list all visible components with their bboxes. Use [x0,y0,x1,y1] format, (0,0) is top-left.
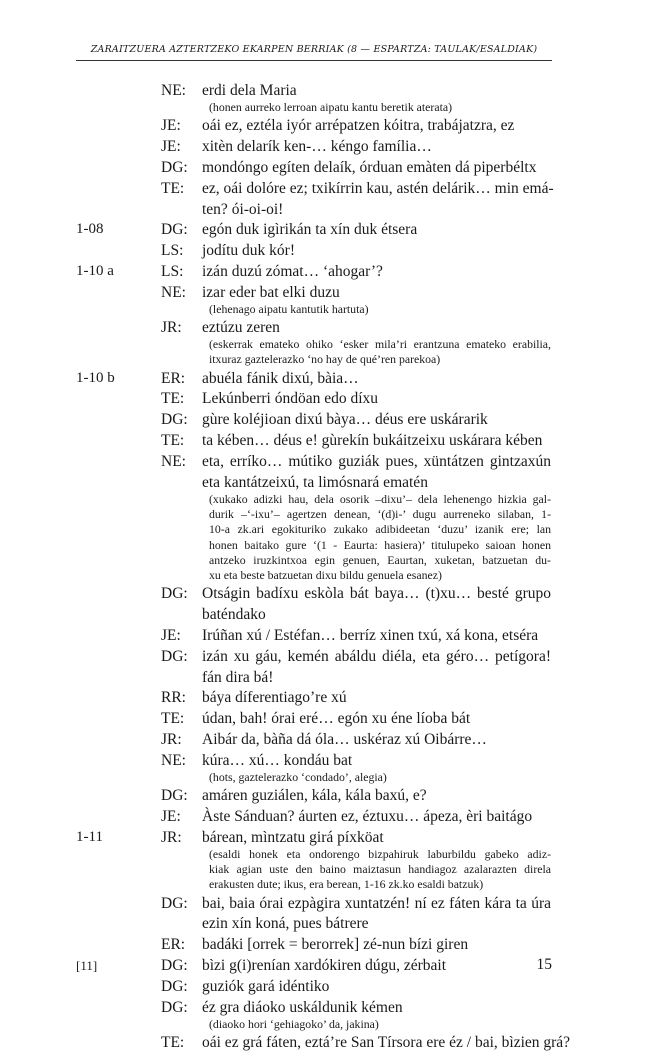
utterance-text: xitèn delarík ken-… kéngo família… [202,138,432,156]
utterance-text: bìzi g(i)renían xardókiren dúgu, zérbait [202,957,447,974]
speaker-label: LS: [161,242,184,260]
editorial-note: xu eta beste batzuetan dixu bildu genuela esanez) [209,568,442,583]
dialogue-line [0,669,645,689]
utterance-text: izar eder bat elki duzu [202,283,340,301]
speaker-label: JR: [161,731,182,748]
utterance-text: amáren guziálen, kála, kála baxú, e? [202,787,427,805]
utterance-text: badáki [orrek = berorrek] zé-nun bízi giren [202,936,469,954]
utterance-text: ez, oái dolóre ez; txikírrin kau, astén delárik… min emá- [202,179,554,197]
editorial-note: (eskerrak emateko ohiko ‘esker mila’ri erantzuna emateko erabilia, [209,337,551,351]
dialogue-line [0,731,645,751]
editorial-note: antzeko iruzkintxoa egin genuen, Eaurtan, xuketan, batzuetan du- [209,552,551,567]
utterance-text: jodítu duk kór! [202,242,295,260]
example-reference: 1-08 [76,221,104,238]
editorial-note: (lehenago aipatu kantutik hartuta) [209,301,369,316]
utterance-text: ten? ói-oi-oi! [202,200,284,218]
dialogue-line [0,411,645,431]
speaker-label: JE: [161,138,181,156]
utterance-text: údan, bah! órai eré… egón xu éne líoba bát [202,710,471,728]
utterance-text: eta kantátzeixú, ta limósnará ematén [202,473,428,491]
dialogue-line [0,221,645,241]
speaker-label: DG: [161,585,188,603]
speaker-label: DG: [161,957,188,974]
editorial-note: (diaoko hori ‘gehiagoko’ da, jakina) [209,1016,379,1031]
dialogue-line [0,82,645,102]
utterance-text: erdi dela Maria [202,82,297,99]
example-reference: 1-11 [76,828,103,845]
example-reference: 1-10 a [76,262,114,279]
utterance-text: oái ez grá fáten, eztá’re San Tírsora ere éz / bai, bìzien grá? [202,1033,571,1051]
example-reference: 1-10 b [76,369,115,386]
utterance-text: guziók gará idéntiko [202,977,330,995]
dialogue-line [0,936,645,956]
speaker-label: JE: [161,627,181,644]
utterance-text: Aibár da, bàña dá óla… uskéraz xú Oibárre… [202,731,487,748]
speaker-label: DG: [161,221,188,239]
speaker-label: JE: [161,117,181,135]
speaker-label: TE: [161,390,185,408]
dialogue-line [0,808,645,828]
utterance-text: éz gra diáoko uskáldunik kémen [202,998,403,1016]
utterance-text: Àste Sánduan? áurten ez, éztuxu… ápeza, èri baitágo [202,807,533,825]
utterance-text: kúra… xú… kondáu bat [202,751,353,769]
dialogue-line [0,606,645,626]
dialogue-line [0,752,645,772]
editorial-note: itxuraz gaztelerazko ‘no hay de qué’ren parekoa) [209,352,441,367]
editorial-note: 10-a zk.ari egokituriko zukako adibideetan ‘duzu’ izanik ere; lan [209,522,551,537]
dialogue-line [0,585,645,605]
dialogue-line [0,627,645,647]
utterance-text: ta kében… déus e! gùrekín bukáitzeixu uskárara kében [202,432,543,449]
speaker-label: TE: [161,1033,185,1051]
dialogue-line [0,915,645,935]
utterance-text: Lekúnberri óndöan edo díxu [202,390,379,408]
dialogue-line [0,370,645,390]
dialogue-line [0,978,645,998]
speaker-label: JR: [161,828,182,846]
utterance-text: mondóngo egíten delaík, órduan emàten dá piperbéltx [202,158,537,176]
editorial-note: (hots, gaztelerazko ‘condado’, alegia) [209,769,387,784]
utterance-text: izán duzú zómat… ‘ahogar’? [202,262,383,280]
utterance-text: eta, erríko… mútiko guziák pues, xüntátzen gintzaxún [202,452,551,470]
utterance-text: abuéla fánik dixú, bàia… [202,369,359,387]
speaker-label: JR: [161,319,182,336]
utterance-text: eztúzu zeren [202,319,280,336]
speaker-label: DG: [161,158,188,176]
editorial-note: honen baitako gure ‘(1 - Eaurta: hasiera)’ titulupeko saioan honen [209,537,551,552]
page-number: 15 [536,956,552,973]
editorial-note: erakusten dute; ikus, era berean, 1-16 zk.ko esaldi batzuk) [209,877,484,892]
speaker-label: DG: [161,647,188,665]
speaker-label: DG: [161,894,188,912]
dialogue-line [0,787,645,807]
speaker-label: JE: [161,807,181,825]
speaker-label: NE: [161,82,186,99]
running-head: ZARAITZUERA AZTERTZEKO EKARPEN BERRIAK (8 — ESPARTZA: TAULAK/ESALDIAK) [90,44,538,55]
utterance-text: báya díferentiago’re xú [202,689,347,707]
utterance-text: ezin xín koná, pues bátrere [202,915,369,933]
dialogue-line [0,1034,645,1054]
dialogue-line [0,829,645,849]
speaker-label: ER: [161,936,186,954]
speaker-label: TE: [161,432,185,449]
speaker-label: TE: [161,179,185,197]
utterance-text: bárean, mìntzatu girá píxköat [202,828,384,846]
dialogue-line [0,390,645,410]
speaker-label: DG: [161,411,188,429]
dialogue-line [0,159,645,179]
editorial-note: (esaldi honek eta ondorengo bizpahiruk laburbildu gabeko adiz- [209,846,551,861]
dialogue-line [0,648,645,668]
dialogue-line [0,201,645,221]
dialogue-line [0,432,645,452]
speaker-label: NE: [161,751,186,769]
dialogue-line [0,319,645,339]
speaker-label: LS: [161,262,184,280]
utterance-text: fán dira bá! [202,668,274,686]
utterance-text: izán xu gáu, kemén abáldu diéla, eta géro… petígora! [202,647,551,665]
dialogue-line [0,242,645,262]
dialogue-line [0,474,645,494]
dialogue-line [0,180,645,200]
utterance-text: egón duk igìrikán ta xín duk étsera [202,221,418,239]
utterance-text: bai, baia órai ezpàgira xuntatzén! ní ez fáten kára ta úra [202,894,551,912]
editorial-note: durik –‘-ixu’– agertzen denean, ‘(d)i-’ dugu aurreneko silaban, 1- [209,506,551,521]
editorial-note: kiak agian uste den baino maiztasun handiagoz azalarazten direla [209,862,551,876]
editorial-note: (honen aurreko lerroan aipatu kantu beretik aterata) [209,100,453,114]
dialogue-line [0,263,645,283]
dialogue-line [0,710,645,730]
speaker-label: DG: [161,787,188,805]
dialogue-line [0,117,645,137]
speaker-label: DG: [161,977,188,995]
speaker-label: NE: [161,452,186,470]
header-rule [76,60,552,61]
dialogue-line [0,895,645,915]
utterance-text: Irúñan xú / Estéfan… berríz xinen txú, xá kona, etséra [202,627,539,644]
section-number: [11] [76,958,98,973]
utterance-text: baténdako [202,606,266,624]
dialogue-line [0,999,645,1019]
dialogue-line [0,284,645,304]
utterance-text: gùre koléjioan dixú bàya… déus ere uskárarik [202,411,488,429]
dialogue-line [0,453,645,473]
speaker-label: TE: [161,710,185,728]
speaker-label: DG: [161,998,188,1016]
editorial-note: (xukako adizki hau, dela osorik –dixu’– dela lehenengo hizkia gal- [209,491,551,506]
speaker-label: RR: [161,689,186,707]
dialogue-line [0,138,645,158]
speaker-label: NE: [161,283,186,301]
utterance-text: oái ez, eztéla iyór arrépatzen kóitra, trabájatzra, ez [202,117,515,135]
speaker-label: ER: [161,369,186,387]
dialogue-line [0,689,645,709]
utterance-text: Otságin badíxu eskòla bát baya… (t)xu… besté grupo [202,585,551,603]
